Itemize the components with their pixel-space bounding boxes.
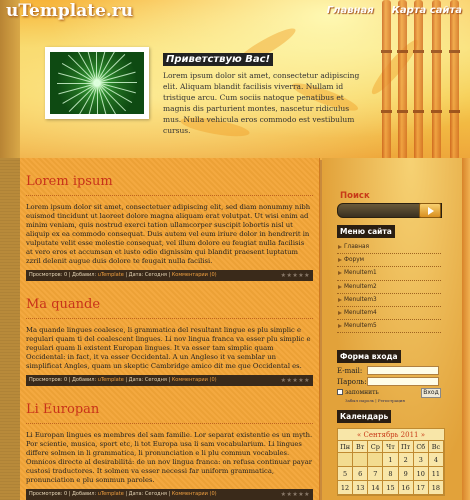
bamboo-decor xyxy=(432,0,441,160)
calendar-day[interactable]: 7 xyxy=(368,467,383,481)
post-author-link[interactable]: uTemplate xyxy=(97,377,124,383)
email-field[interactable] xyxy=(367,366,439,375)
rating-stars-icon[interactable]: ★★★★★ xyxy=(280,491,310,498)
post-title[interactable]: Li Europan xyxy=(26,386,313,424)
calendar-day[interactable]: 4 xyxy=(429,453,444,467)
post xyxy=(20,281,319,386)
calendar-day[interactable]: 10 xyxy=(414,467,429,481)
post-body: Ma quande lingues coalesce, li grammatica del resultant lingue es plu simplic e regulari quam ti del coalescent lingues. Li nov lingua franca va esser plu simplic e regulari quam li existent Europan lingues. It va esser tam simplic quam Occidental: in fact, it va esser Occidental. A un Angleso it va semblar un simplificat Angles, quam un skeptic Cambridge amico dit me que Occidental es. xyxy=(26,326,311,370)
nav-home-link[interactable]: Главная xyxy=(326,5,374,16)
calendar-day[interactable]: 5 xyxy=(338,467,353,481)
calendar-day-of-week: Вт xyxy=(353,441,368,453)
calendar-day-of-week: Вс xyxy=(429,441,444,453)
calendar-day[interactable]: 17 xyxy=(414,481,429,495)
login-title: Форма входа xyxy=(337,350,401,363)
calendar-day[interactable]: 9 xyxy=(399,467,414,481)
calendar-month[interactable]: « Сентябрь 2011 » xyxy=(338,429,444,441)
calendar-day-of-week: Сб xyxy=(414,441,429,453)
post-author-link[interactable]: uTemplate xyxy=(97,491,124,497)
post-added-label: Добавил: xyxy=(72,272,97,278)
post-body: Lorem ipsum dolor sit amet, consectetuer adipiscing elit, sed diam nonummy nibh euismod tincidunt ut laoreet dolore magna aliquam erat volutpat. Ut wisi enim ad minim veniam, quis nostrud exerci tation ullamcorper suscipit lobortis nisl ut aliquip ex ea commodo consequat. Duis autem vel eum iriure dolor in hendrerit in vulputate velit esse molestie consequat, vel illum dolore eu feugiat nulla facilisis at vero eros et accumsan et iusto odio dignissim qui blandit praesent luptatum zzril delenit augue duis dolore te feugait nulla facilisi. xyxy=(26,203,311,265)
login-links[interactable]: Забыл пароль | Регистрация xyxy=(345,398,405,403)
calendar-day[interactable]: 8 xyxy=(383,467,398,481)
menu-item-1[interactable]: Menultem1 xyxy=(337,267,441,280)
calendar-empty-cell xyxy=(338,453,353,467)
login-button[interactable]: Вход xyxy=(421,388,441,398)
calendar-empty-cell xyxy=(368,453,383,467)
left-decor-strip xyxy=(0,0,20,160)
rating-stars-icon[interactable]: ★★★★★ xyxy=(280,272,310,279)
post-views: Просмотров: 0 xyxy=(29,377,68,383)
sidebar xyxy=(322,158,470,500)
top-nav xyxy=(327,5,462,16)
menu-item-4[interactable]: Menultem4 xyxy=(337,307,441,320)
post-title[interactable]: Lorem ipsum xyxy=(26,158,313,196)
post-date: Дата: Сегодня xyxy=(128,491,167,497)
calendar-day[interactable]: 1 xyxy=(383,453,398,467)
bamboo-decor xyxy=(414,0,423,160)
password-field[interactable] xyxy=(367,377,439,386)
menu-title: Меню сайта xyxy=(337,225,395,238)
calendar-day[interactable]: 6 xyxy=(353,467,368,481)
post-comments-link[interactable]: Комментарии (0) xyxy=(171,377,217,383)
calendar-day-of-week: Пт xyxy=(399,441,414,453)
calendar-day[interactable]: 3 xyxy=(414,453,429,467)
post-body: Li Europan lingues es membres del sam familie. Lor separat existentie es un myth. Por scientie, musica, sport etc, li tot Europa usa li sam vocabularium. Li lingues differe solmen in li grammatica, li pronunciation e li plu commun vocabules. Omnicos directe al desirabilitá: de un nov lingua franca: on refusa continuar payar custosi traductores. It solmen va esser necessi far uniform grammatica, pronunciation e plu sommun paroles. xyxy=(26,431,313,484)
post-comments-link[interactable]: Комментарии (0) xyxy=(171,491,217,497)
photo-leaf-line xyxy=(57,83,97,84)
post-added-label: Добавил: xyxy=(72,491,97,497)
calendar-day[interactable]: 11 xyxy=(429,467,444,481)
post-views: Просмотров: 0 xyxy=(29,491,68,497)
calendar-day[interactable]: 16 xyxy=(399,481,414,495)
calendar-day[interactable]: 2 xyxy=(399,453,414,467)
post-meta: Просмотров: 0 | Добавил: uTemplate | Дата: Сегодня | Комментарии (0) ★★★★★ xyxy=(26,489,313,500)
menu-item-home[interactable]: Главная xyxy=(337,241,441,254)
bamboo-decor xyxy=(450,0,459,160)
calendar xyxy=(337,428,445,496)
bamboo-decor xyxy=(382,0,391,160)
calendar-day[interactable]: 12 xyxy=(338,481,353,495)
post xyxy=(20,158,319,281)
post-meta: Просмотров: 0 | Добавил: uTemplate | Дата: Сегодня | Комментарии (0) ★★★★★ xyxy=(26,375,313,386)
post-added-label: Добавил: xyxy=(72,377,97,383)
site-menu xyxy=(337,241,441,333)
password-label: Пароль: xyxy=(337,377,367,386)
header xyxy=(0,0,470,160)
search-submit-button[interactable] xyxy=(419,203,441,218)
welcome-text: Lorem ipsum dolor sit amet, consectetur adipiscing elit. Aliquam blandit facilisis viverra. Nullam id tristique arcu. Cum sociis natoque penatibus et magnis dis parturient montes, nascetur ridiculus mus. Nulla vehicula eros commodo est vestibulum cursus. xyxy=(163,71,360,135)
calendar-day[interactable]: 14 xyxy=(368,481,383,495)
post-title[interactable]: Ma quande xyxy=(26,281,313,319)
post-comments-link[interactable]: Комментарии (0) xyxy=(171,272,217,278)
post-date: Дата: Сегодня xyxy=(128,272,167,278)
main-left-edge xyxy=(0,158,20,500)
menu-item-forum[interactable]: Форум xyxy=(337,254,441,267)
login-form xyxy=(337,365,447,403)
calendar-day-of-week: Пн xyxy=(338,441,353,453)
calendar-day[interactable]: 18 xyxy=(429,481,444,495)
remember-checkbox[interactable] xyxy=(337,389,343,395)
post xyxy=(20,386,319,500)
calendar-day-of-week: Чт xyxy=(383,441,398,453)
calendar-grid xyxy=(338,441,444,495)
bamboo-decor xyxy=(398,0,407,160)
menu-item-3[interactable]: Menultem3 xyxy=(337,294,441,307)
green-plant-image xyxy=(50,52,144,114)
post-meta: Просмотров: 0 | Добавил: uTemplate | Дата: Сегодня | Комментарии (0) ★★★★★ xyxy=(26,270,313,281)
nav-sitemap-link[interactable]: Карта сайта xyxy=(391,5,462,16)
post-views: Просмотров: 0 xyxy=(29,272,68,278)
post-date: Дата: Сегодня xyxy=(128,377,167,383)
site-logo[interactable]: uTemplate.ru xyxy=(6,1,134,21)
rating-stars-icon[interactable]: ★★★★★ xyxy=(280,377,310,384)
calendar-day[interactable]: 15 xyxy=(383,481,398,495)
welcome-block xyxy=(163,47,368,136)
calendar-empty-cell xyxy=(353,453,368,467)
search-title: Поиск xyxy=(340,191,370,201)
calendar-day[interactable]: 13 xyxy=(353,481,368,495)
remember-label: запомнить xyxy=(345,388,379,396)
sidebar-decor-strip xyxy=(462,158,470,500)
main-content xyxy=(20,158,320,500)
menu-item-5[interactable]: Menultem5 xyxy=(337,320,441,333)
menu-item-2[interactable]: Menultem2 xyxy=(337,281,441,294)
calendar-day-of-week: Ср xyxy=(368,441,383,453)
header-photo xyxy=(45,47,149,119)
welcome-title: Приветствую Вас! xyxy=(163,53,273,66)
email-label: E-mail: xyxy=(337,366,363,375)
calendar-title: Календарь xyxy=(337,410,391,423)
post-author-link[interactable]: uTemplate xyxy=(97,272,124,278)
